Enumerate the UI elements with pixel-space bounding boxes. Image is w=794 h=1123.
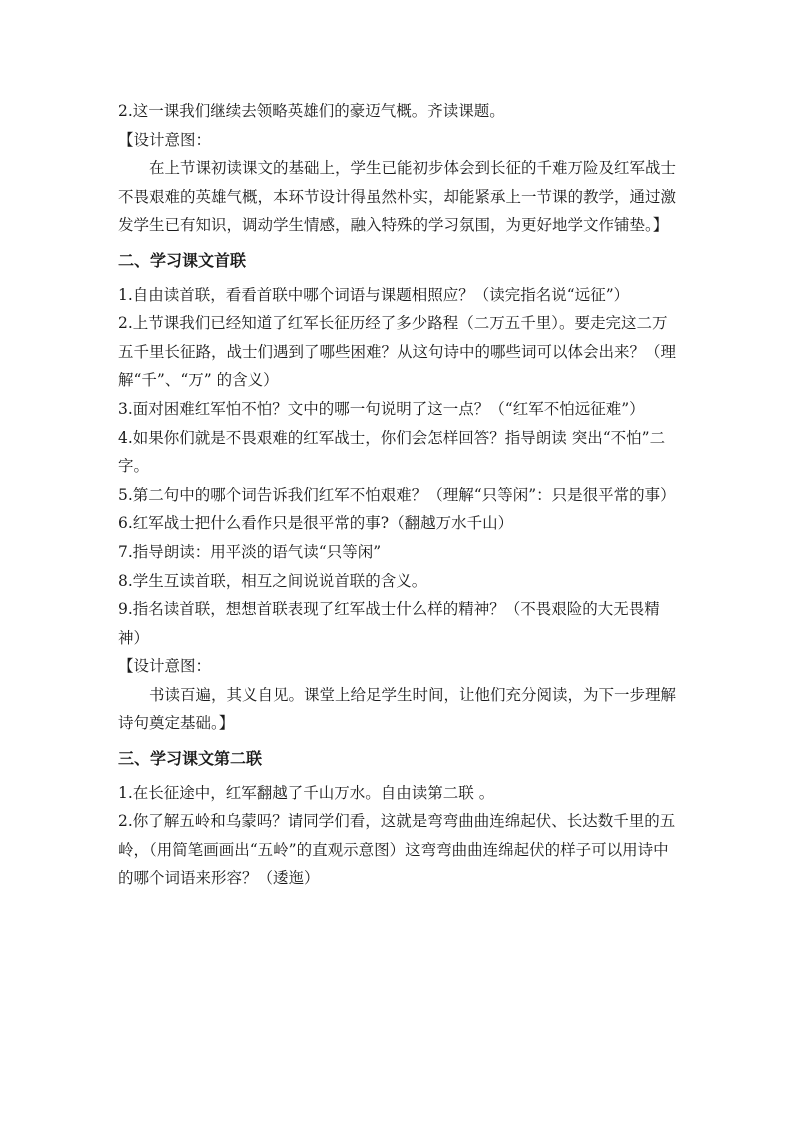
- design-intent-body: 书读百遍，其义自见。课堂上给足学生时间，让他们充分阅读，为下一步理解诗句奠定基础。】: [118, 685, 677, 733]
- document-body: [118, 97, 678, 893]
- list-item: 5.第二句中的哪个词告诉我们红军不怕艰难？（理解“只等闲”：只是很平常的事）: [118, 485, 676, 504]
- list-item: 7.指导朗读：用平淡的语气读“只等闲”: [118, 542, 382, 561]
- list-item: 8.学生互读首联，相互之间说说首联的含义。: [118, 571, 428, 590]
- list-item: 2.上节课我们已经知道了红军长征历经了多少路程（二万五千里）。要走完这二万五千里长征路，战士们遇到了哪些困难？从这句诗中的哪些词可以体会出来？（理解“千”、“万” 的含义）: [118, 314, 677, 390]
- section-heading-3: 三、学习课文第二联: [118, 749, 263, 769]
- design-intent-label: 【设计意图：: [118, 130, 212, 149]
- list-item: 9.指名读首联，想想首联表现了红军战士什么样的精神？（不畏艰险的大无畏精神）: [118, 600, 660, 647]
- design-intent-body: 在上节课初读课文的基础上，学生已能初步体会到长征的千难万险及红军战士不畏艰难的英雄气概，本环节设计得虽然朴实，却能紧承上一节课的教学，通过激发学生已有知识，调动学生情感，融入特殊的学习氛围，为更好地学文作铺垫。】: [118, 159, 677, 235]
- list-item: 1.在长征途中，红军翻越了千山万水。自由读第二联 。: [118, 783, 495, 802]
- design-intent-label: 【设计意图：: [118, 657, 212, 676]
- list-item: 1.自由读首联，看看首联中哪个词语与课题相照应？（读完指名说“远征”）: [118, 285, 630, 304]
- list-item: 2.你了解五岭和乌蒙吗？请同学们看，这就是弯弯曲曲连绵起伏、长达数千里的五岭，（用简笔画画出“五岭”的直观示意图）这弯弯曲曲连绵起伏的样子可以用诗中的哪个词语来形容？（逶迤）: [118, 812, 676, 888]
- section-heading-2: 二、学习课文首联: [118, 250, 247, 270]
- list-item: 4.如果你们就是不畏艰难的红军战士，你们会怎样回答？指导朗读 突出“不怕”二字。: [118, 428, 666, 476]
- paragraph-intro-2: 2.这一课我们继续去领略英雄们的豪迈气概。齐读课题。: [118, 102, 505, 120]
- list-item: 6.红军战士把什么看作只是很平常的事?（翻越万水千山）: [118, 514, 514, 533]
- list-item: 3.面对困难红军怕不怕？文中的哪一句说明了这一点？（“红军不怕远征难”）: [118, 399, 645, 418]
